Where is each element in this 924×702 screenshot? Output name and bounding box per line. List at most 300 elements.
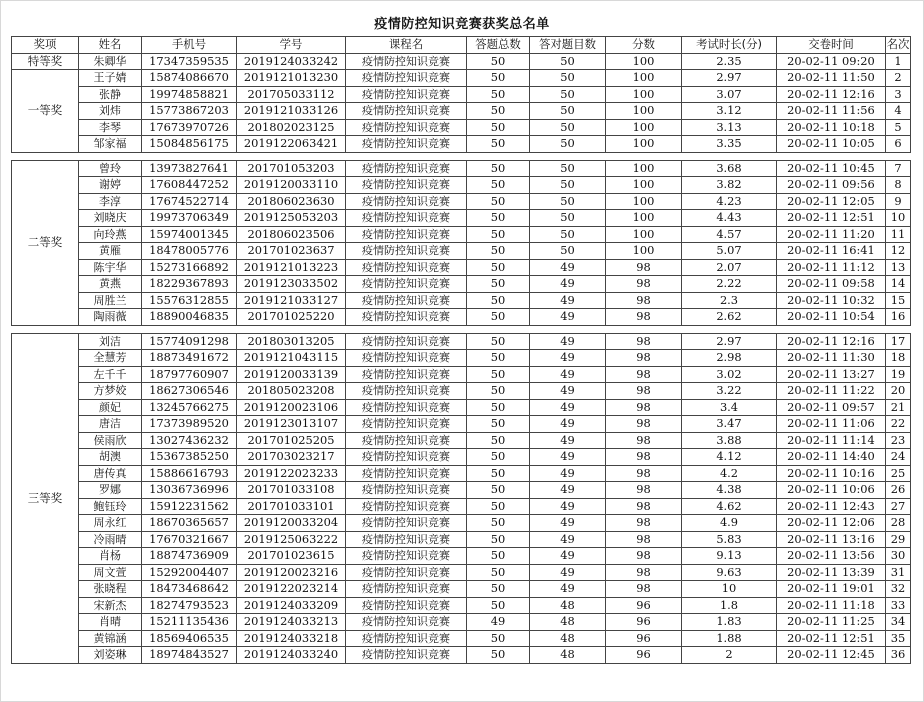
duration-cell: 2.22	[682, 276, 777, 293]
name-cell: 张静	[79, 86, 142, 103]
correct-answers-cell: 49	[530, 276, 606, 293]
table-row	[12, 531, 911, 548]
phone-cell: 18274793523	[142, 597, 237, 614]
table-body	[12, 53, 911, 663]
name-cell: 黄雁	[79, 243, 142, 260]
submit-time-cell: 20-02-11 10:54	[777, 309, 886, 326]
table-row	[12, 614, 911, 631]
total-questions-cell: 50	[467, 210, 530, 227]
submit-time-cell: 20-02-11 12:05	[777, 193, 886, 210]
award-cell: 三等奖	[12, 333, 79, 663]
total-questions-cell: 50	[467, 432, 530, 449]
name-cell: 左千千	[79, 366, 142, 383]
total-questions-cell: 50	[467, 292, 530, 309]
duration-cell: 3.88	[682, 432, 777, 449]
award-cell: 二等奖	[12, 160, 79, 325]
correct-answers-cell: 50	[530, 86, 606, 103]
phone-cell: 13973827641	[142, 160, 237, 177]
correct-answers-cell: 49	[530, 292, 606, 309]
duration-cell: 4.62	[682, 498, 777, 515]
rank-cell: 23	[886, 432, 911, 449]
rank-cell: 3	[886, 86, 911, 103]
table-row	[12, 136, 911, 153]
name-cell: 侯雨欣	[79, 432, 142, 449]
score-cell: 100	[606, 243, 682, 260]
course-cell: 疫情防控知识竞赛	[346, 276, 467, 293]
phone-cell: 18974843527	[142, 647, 237, 664]
course-cell: 疫情防控知识竞赛	[346, 647, 467, 664]
submit-time-cell: 20-02-11 10:32	[777, 292, 886, 309]
award-cell: 一等奖	[12, 70, 79, 153]
phone-cell: 18890046835	[142, 309, 237, 326]
submit-time-cell: 20-02-11 11:14	[777, 432, 886, 449]
submit-time-cell: 20-02-11 11:12	[777, 259, 886, 276]
student-id-cell: 2019122063421	[237, 136, 346, 153]
name-cell: 罗娜	[79, 482, 142, 499]
rank-cell: 6	[886, 136, 911, 153]
duration-cell: 9.13	[682, 548, 777, 565]
phone-cell: 15874086670	[142, 70, 237, 87]
score-cell: 100	[606, 210, 682, 227]
total-questions-cell: 50	[467, 366, 530, 383]
score-cell: 100	[606, 177, 682, 194]
rank-cell: 22	[886, 416, 911, 433]
score-cell: 98	[606, 498, 682, 515]
phone-cell: 18229367893	[142, 276, 237, 293]
duration-cell: 1.83	[682, 614, 777, 631]
correct-answers-cell: 50	[530, 226, 606, 243]
header-score: 分数	[606, 37, 682, 54]
phone-cell: 17673970726	[142, 119, 237, 136]
correct-answers-cell: 50	[530, 210, 606, 227]
student-id-cell: 2019124033209	[237, 597, 346, 614]
course-cell: 疫情防控知识竞赛	[346, 383, 467, 400]
score-cell: 96	[606, 630, 682, 647]
phone-cell: 15273166892	[142, 259, 237, 276]
correct-answers-cell: 49	[530, 498, 606, 515]
submit-time-cell: 20-02-11 16:41	[777, 243, 886, 260]
score-cell: 98	[606, 399, 682, 416]
total-questions-cell: 50	[467, 581, 530, 598]
student-id-cell: 2019121013223	[237, 259, 346, 276]
course-cell: 疫情防控知识竞赛	[346, 416, 467, 433]
total-questions-cell: 50	[467, 564, 530, 581]
student-id-cell: 2019125063222	[237, 531, 346, 548]
student-id-cell: 2019120033139	[237, 366, 346, 383]
table-row	[12, 630, 911, 647]
group-separator	[12, 152, 911, 160]
score-cell: 96	[606, 597, 682, 614]
course-cell: 疫情防控知识竞赛	[346, 177, 467, 194]
phone-cell: 17373989520	[142, 416, 237, 433]
table-row	[12, 399, 911, 416]
student-id-cell: 2019120023216	[237, 564, 346, 581]
student-id-cell: 201803013205	[237, 333, 346, 350]
correct-answers-cell: 50	[530, 177, 606, 194]
name-cell: 向玲燕	[79, 226, 142, 243]
name-cell: 黄锦涵	[79, 630, 142, 647]
duration-cell: 4.12	[682, 449, 777, 466]
rank-cell: 16	[886, 309, 911, 326]
header-correct-answers: 答对题目数	[530, 37, 606, 54]
submit-time-cell: 20-02-11 11:56	[777, 103, 886, 120]
total-questions-cell: 50	[467, 333, 530, 350]
submit-time-cell: 20-02-11 10:18	[777, 119, 886, 136]
rank-cell: 28	[886, 515, 911, 532]
phone-cell: 15774091298	[142, 333, 237, 350]
rank-cell: 25	[886, 465, 911, 482]
correct-answers-cell: 49	[530, 432, 606, 449]
table-row	[12, 333, 911, 350]
student-id-cell: 201705033112	[237, 86, 346, 103]
correct-answers-cell: 50	[530, 103, 606, 120]
duration-cell: 3.02	[682, 366, 777, 383]
submit-time-cell: 20-02-11 10:16	[777, 465, 886, 482]
course-cell: 疫情防控知识竞赛	[346, 259, 467, 276]
submit-time-cell: 20-02-11 12:45	[777, 647, 886, 664]
phone-cell: 15211135436	[142, 614, 237, 631]
award-cell: 特等奖	[12, 53, 79, 70]
student-id-cell: 2019121033126	[237, 103, 346, 120]
total-questions-cell: 50	[467, 383, 530, 400]
duration-cell: 4.43	[682, 210, 777, 227]
total-questions-cell: 50	[467, 548, 530, 565]
header-name: 姓名	[79, 37, 142, 54]
rank-cell: 1	[886, 53, 911, 70]
duration-cell: 3.22	[682, 383, 777, 400]
correct-answers-cell: 50	[530, 70, 606, 87]
phone-cell: 19974858821	[142, 86, 237, 103]
total-questions-cell: 49	[467, 614, 530, 631]
table-row	[12, 432, 911, 449]
correct-answers-cell: 48	[530, 647, 606, 664]
phone-cell: 18670365657	[142, 515, 237, 532]
submit-time-cell: 20-02-11 19:01	[777, 581, 886, 598]
submit-time-cell: 20-02-11 09:57	[777, 399, 886, 416]
name-cell: 周胜兰	[79, 292, 142, 309]
correct-answers-cell: 49	[530, 564, 606, 581]
name-cell: 宋新杰	[79, 597, 142, 614]
separator-cell	[12, 325, 911, 333]
name-cell: 朱卿华	[79, 53, 142, 70]
student-id-cell: 2019123013107	[237, 416, 346, 433]
score-cell: 98	[606, 531, 682, 548]
phone-cell: 15367385250	[142, 449, 237, 466]
score-cell: 100	[606, 193, 682, 210]
total-questions-cell: 50	[467, 259, 530, 276]
course-cell: 疫情防控知识竞赛	[346, 630, 467, 647]
table-row	[12, 243, 911, 260]
rank-cell: 11	[886, 226, 911, 243]
name-cell: 冷雨晴	[79, 531, 142, 548]
duration-cell: 1.88	[682, 630, 777, 647]
correct-answers-cell: 49	[530, 309, 606, 326]
total-questions-cell: 50	[467, 399, 530, 416]
table-row	[12, 366, 911, 383]
student-id-cell: 2019121043115	[237, 350, 346, 367]
course-cell: 疫情防控知识竞赛	[346, 309, 467, 326]
submit-time-cell: 20-02-11 09:20	[777, 53, 886, 70]
table-row	[12, 581, 911, 598]
name-cell: 黄燕	[79, 276, 142, 293]
student-id-cell: 2019123033502	[237, 276, 346, 293]
score-cell: 100	[606, 226, 682, 243]
total-questions-cell: 50	[467, 193, 530, 210]
student-id-cell: 2019124033213	[237, 614, 346, 631]
table-row	[12, 177, 911, 194]
course-cell: 疫情防控知识竞赛	[346, 333, 467, 350]
total-questions-cell: 50	[467, 86, 530, 103]
score-cell: 96	[606, 647, 682, 664]
table-row	[12, 482, 911, 499]
course-cell: 疫情防控知识竞赛	[346, 53, 467, 70]
duration-cell: 2.97	[682, 70, 777, 87]
table-row	[12, 498, 911, 515]
phone-cell: 18478005776	[142, 243, 237, 260]
correct-answers-cell: 49	[530, 350, 606, 367]
table-row	[12, 103, 911, 120]
course-cell: 疫情防控知识竞赛	[346, 597, 467, 614]
student-id-cell: 2019120033204	[237, 515, 346, 532]
duration-cell: 2.98	[682, 350, 777, 367]
duration-cell: 3.13	[682, 119, 777, 136]
score-cell: 98	[606, 309, 682, 326]
name-cell: 刘炜	[79, 103, 142, 120]
score-cell: 100	[606, 86, 682, 103]
total-questions-cell: 50	[467, 465, 530, 482]
phone-cell: 17670321667	[142, 531, 237, 548]
score-cell: 98	[606, 482, 682, 499]
header-total-questions: 答题总数	[467, 37, 530, 54]
phone-cell: 15084856175	[142, 136, 237, 153]
rank-cell: 4	[886, 103, 911, 120]
submit-time-cell: 20-02-11 12:16	[777, 86, 886, 103]
course-cell: 疫情防控知识竞赛	[346, 103, 467, 120]
rank-cell: 36	[886, 647, 911, 664]
course-cell: 疫情防控知识竞赛	[346, 482, 467, 499]
score-cell: 98	[606, 515, 682, 532]
student-id-cell: 201701025220	[237, 309, 346, 326]
total-questions-cell: 50	[467, 119, 530, 136]
name-cell: 刘姿琳	[79, 647, 142, 664]
phone-cell: 15886616793	[142, 465, 237, 482]
table-row	[12, 276, 911, 293]
header-student-id: 学号	[237, 37, 346, 54]
rank-cell: 15	[886, 292, 911, 309]
total-questions-cell: 50	[467, 276, 530, 293]
submit-time-cell: 20-02-11 11:50	[777, 70, 886, 87]
course-cell: 疫情防控知识竞赛	[346, 432, 467, 449]
header-submit-time: 交卷时间	[777, 37, 886, 54]
duration-cell: 3.12	[682, 103, 777, 120]
name-cell: 唐传真	[79, 465, 142, 482]
table-row	[12, 515, 911, 532]
table-row	[12, 119, 911, 136]
name-cell: 周文萱	[79, 564, 142, 581]
header-award: 奖项	[12, 37, 79, 54]
course-cell: 疫情防控知识竞赛	[346, 160, 467, 177]
correct-answers-cell: 49	[530, 366, 606, 383]
submit-time-cell: 20-02-11 13:56	[777, 548, 886, 565]
name-cell: 唐洁	[79, 416, 142, 433]
score-cell: 98	[606, 259, 682, 276]
student-id-cell: 2019120023106	[237, 399, 346, 416]
phone-cell: 13027436232	[142, 432, 237, 449]
duration-cell: 3.35	[682, 136, 777, 153]
rank-cell: 27	[886, 498, 911, 515]
submit-time-cell: 20-02-11 11:22	[777, 383, 886, 400]
phone-cell: 18627306546	[142, 383, 237, 400]
submit-time-cell: 20-02-11 12:51	[777, 630, 886, 647]
rank-cell: 18	[886, 350, 911, 367]
total-questions-cell: 50	[467, 70, 530, 87]
score-cell: 98	[606, 350, 682, 367]
rank-cell: 7	[886, 160, 911, 177]
table-row	[12, 350, 911, 367]
course-cell: 疫情防控知识竞赛	[346, 292, 467, 309]
table-row	[12, 53, 911, 70]
total-questions-cell: 50	[467, 350, 530, 367]
duration-cell: 3.47	[682, 416, 777, 433]
name-cell: 刘洁	[79, 333, 142, 350]
total-questions-cell: 50	[467, 630, 530, 647]
table-row	[12, 548, 911, 565]
duration-cell: 5.07	[682, 243, 777, 260]
submit-time-cell: 20-02-11 10:45	[777, 160, 886, 177]
total-questions-cell: 50	[467, 498, 530, 515]
phone-cell: 15292004407	[142, 564, 237, 581]
course-cell: 疫情防控知识竞赛	[346, 119, 467, 136]
table-row	[12, 465, 911, 482]
phone-cell: 18874736909	[142, 548, 237, 565]
phone-cell: 19973706349	[142, 210, 237, 227]
correct-answers-cell: 49	[530, 259, 606, 276]
total-questions-cell: 50	[467, 136, 530, 153]
submit-time-cell: 20-02-11 12:51	[777, 210, 886, 227]
rank-cell: 34	[886, 614, 911, 631]
submit-time-cell: 20-02-11 10:05	[777, 136, 886, 153]
score-cell: 98	[606, 449, 682, 466]
phone-cell: 15912231562	[142, 498, 237, 515]
correct-answers-cell: 49	[530, 333, 606, 350]
course-cell: 疫情防控知识竞赛	[346, 86, 467, 103]
name-cell: 肖杨	[79, 548, 142, 565]
correct-answers-cell: 48	[530, 630, 606, 647]
student-id-cell: 2019124033218	[237, 630, 346, 647]
student-id-cell: 2019121033127	[237, 292, 346, 309]
phone-cell: 18569406535	[142, 630, 237, 647]
score-cell: 98	[606, 416, 682, 433]
phone-cell: 18473468642	[142, 581, 237, 598]
course-cell: 疫情防控知识竞赛	[346, 564, 467, 581]
header-rank: 名次	[886, 37, 910, 52]
separator-cell	[12, 152, 911, 160]
course-cell: 疫情防控知识竞赛	[346, 366, 467, 383]
score-cell: 100	[606, 103, 682, 120]
name-cell: 方梦姣	[79, 383, 142, 400]
rank-cell: 9	[886, 193, 911, 210]
total-questions-cell: 50	[467, 515, 530, 532]
table-row	[12, 449, 911, 466]
duration-cell: 4.9	[682, 515, 777, 532]
correct-answers-cell: 49	[530, 399, 606, 416]
rank-cell: 24	[886, 449, 911, 466]
rank-cell: 31	[886, 564, 911, 581]
student-id-cell: 2019120033110	[237, 177, 346, 194]
header-duration: 考试时长(分)	[682, 37, 777, 54]
score-cell: 100	[606, 70, 682, 87]
duration-cell: 3.82	[682, 177, 777, 194]
table-row	[12, 259, 911, 276]
rank-cell: 17	[886, 333, 911, 350]
duration-cell: 4.57	[682, 226, 777, 243]
correct-answers-cell: 49	[530, 465, 606, 482]
header-phone: 手机号	[142, 37, 237, 54]
phone-cell: 17608447252	[142, 177, 237, 194]
duration-cell: 3.07	[682, 86, 777, 103]
rank-cell: 2	[886, 70, 911, 87]
table-row	[12, 647, 911, 664]
course-cell: 疫情防控知识竞赛	[346, 70, 467, 87]
name-cell: 谢婷	[79, 177, 142, 194]
student-id-cell: 201701023615	[237, 548, 346, 565]
submit-time-cell: 20-02-11 11:06	[777, 416, 886, 433]
duration-cell: 3.68	[682, 160, 777, 177]
correct-answers-cell: 49	[530, 581, 606, 598]
score-cell: 98	[606, 292, 682, 309]
rank-cell: 21	[886, 399, 911, 416]
submit-time-cell: 20-02-11 13:39	[777, 564, 886, 581]
score-cell: 98	[606, 432, 682, 449]
phone-cell: 15576312855	[142, 292, 237, 309]
correct-answers-cell: 48	[530, 614, 606, 631]
rank-cell: 13	[886, 259, 911, 276]
course-cell: 疫情防控知识竞赛	[346, 515, 467, 532]
total-questions-cell: 50	[467, 243, 530, 260]
name-cell: 邹家福	[79, 136, 142, 153]
total-questions-cell: 50	[467, 53, 530, 70]
duration-cell: 3.4	[682, 399, 777, 416]
table-row	[12, 86, 911, 103]
phone-cell: 15773867203	[142, 103, 237, 120]
name-cell: 胡澳	[79, 449, 142, 466]
course-cell: 疫情防控知识竞赛	[346, 548, 467, 565]
rank-cell: 33	[886, 597, 911, 614]
course-cell: 疫情防控知识竞赛	[346, 399, 467, 416]
submit-time-cell: 20-02-11 12:16	[777, 333, 886, 350]
duration-cell: 5.83	[682, 531, 777, 548]
score-cell: 98	[606, 333, 682, 350]
duration-cell: 4.38	[682, 482, 777, 499]
correct-answers-cell: 48	[530, 597, 606, 614]
correct-answers-cell: 49	[530, 482, 606, 499]
submit-time-cell: 20-02-11 11:30	[777, 350, 886, 367]
table-row	[12, 309, 911, 326]
score-cell: 100	[606, 119, 682, 136]
name-cell: 王子婧	[79, 70, 142, 87]
score-cell: 100	[606, 136, 682, 153]
correct-answers-cell: 50	[530, 160, 606, 177]
rank-cell: 32	[886, 581, 911, 598]
student-id-cell: 201806023630	[237, 193, 346, 210]
submit-time-cell: 20-02-11 11:25	[777, 614, 886, 631]
phone-cell: 15974001345	[142, 226, 237, 243]
score-cell: 100	[606, 160, 682, 177]
submit-time-cell: 20-02-11 12:43	[777, 498, 886, 515]
correct-answers-cell: 50	[530, 193, 606, 210]
table-row	[12, 160, 911, 177]
correct-answers-cell: 49	[530, 383, 606, 400]
